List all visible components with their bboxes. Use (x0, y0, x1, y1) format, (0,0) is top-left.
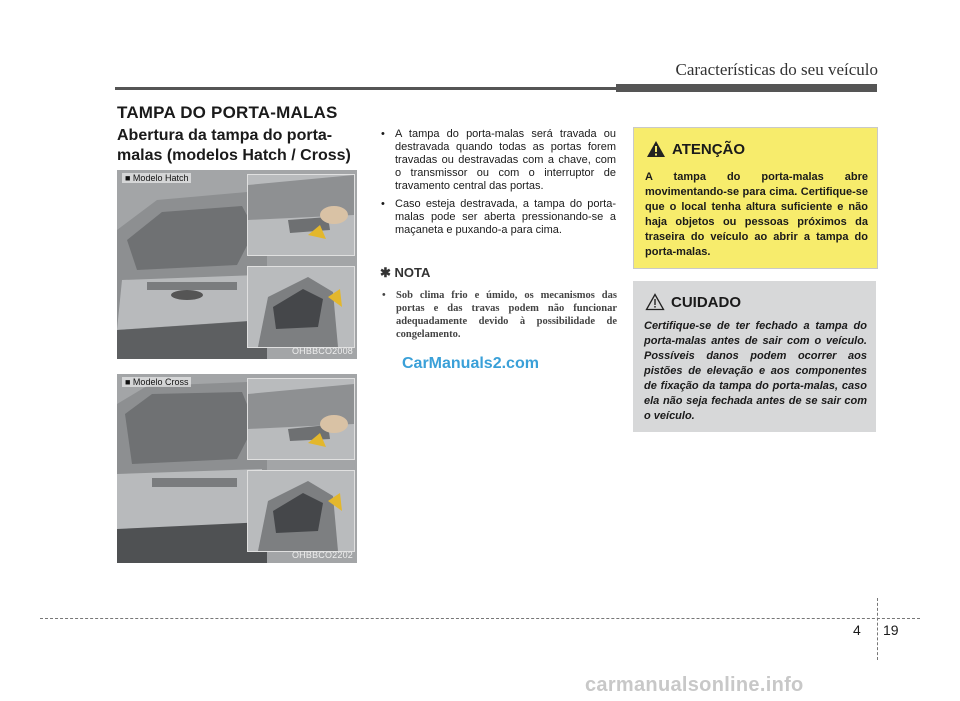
note-title: ✱ NOTA (380, 265, 431, 280)
footer-rule (40, 618, 920, 619)
bullet-marker: • (382, 290, 386, 301)
subsection-title (117, 126, 362, 166)
figure-cross (117, 374, 357, 563)
list-item (379, 198, 616, 237)
caution-title: CUIDADO (671, 293, 741, 311)
section-number: 4 (853, 622, 861, 638)
page-number-separator (877, 598, 878, 660)
chapter-title: Características do seu veículo (675, 60, 878, 79)
bullet-list (379, 128, 616, 242)
figure-cross-label: ■ Modelo Cross (122, 377, 191, 387)
handle-inset (247, 174, 355, 256)
warning-text: A tampa do porta-malas abre movimentando-se para cima. Certifique-se que o local tenha altura suficiente e não haja objetos ou pessoas próximos da traseira do veículo ao abrir a tampa do porta-malas. (645, 171, 868, 258)
list-item (380, 289, 617, 341)
header-bar (616, 84, 877, 92)
open-trunk-inset (247, 266, 355, 348)
bullet-marker: • (381, 128, 385, 140)
watermark[interactable]: CarManuals2.com (402, 355, 539, 372)
figure-hatch-code: OHBBCO2008 (291, 346, 353, 356)
warning-triangle-outline-icon (645, 293, 665, 311)
page-number: 19 (883, 622, 899, 638)
figure-hatch (117, 170, 357, 359)
figure-cross-code: OHBBCO2202 (291, 550, 353, 560)
list-item (379, 128, 616, 193)
caution-text: Certifique-se de ter fechado a tampa do porta-malas antes de sair com o veículo. Possíveis danos podem ocorrer aos pistões de elevação e aos componentes de fixação da tampa do porta-malas, caso ela não seja fechada antes de se sair com o veículo. (644, 320, 867, 422)
section-title: TAMPA DO PORTA-MALAS (117, 103, 338, 122)
site-watermark[interactable]: carmanualsonline.info (585, 674, 804, 696)
warning-title: ATENÇÃO (672, 140, 746, 158)
subsection-title-line-1: Abertura da tampa do porta- (117, 127, 333, 144)
bullet-text: Caso esteja destravada, a tampa do porta-malas pode ser aberta pressionando-se a maçaneta e puxando-a para cima. (395, 198, 616, 236)
caution-box (633, 281, 876, 432)
bullet-text: A tampa do porta-malas será travada ou destravada quando todas as portas forem travadas ou destravadas com a chave, com o transmissor ou com o interruptor de travamento central das portas. (395, 128, 616, 192)
note-text: Sob clima frio e úmido, os mecanismos das portas e das travas podem não funcionar adequadamente devido à possibilidade de congelamento. (396, 290, 617, 340)
caution-header (645, 293, 741, 311)
subsection-title-line-2: malas (modelos Hatch / Cross) (117, 147, 351, 164)
bullet-marker: • (381, 198, 385, 210)
figure-hatch-label: ■ Modelo Hatch (122, 173, 191, 183)
open-trunk-inset (247, 470, 355, 552)
note-body (380, 289, 617, 346)
warning-box (633, 127, 878, 269)
warning-header (646, 140, 745, 158)
warning-triangle-filled-icon (646, 140, 666, 158)
handle-inset (247, 378, 355, 460)
